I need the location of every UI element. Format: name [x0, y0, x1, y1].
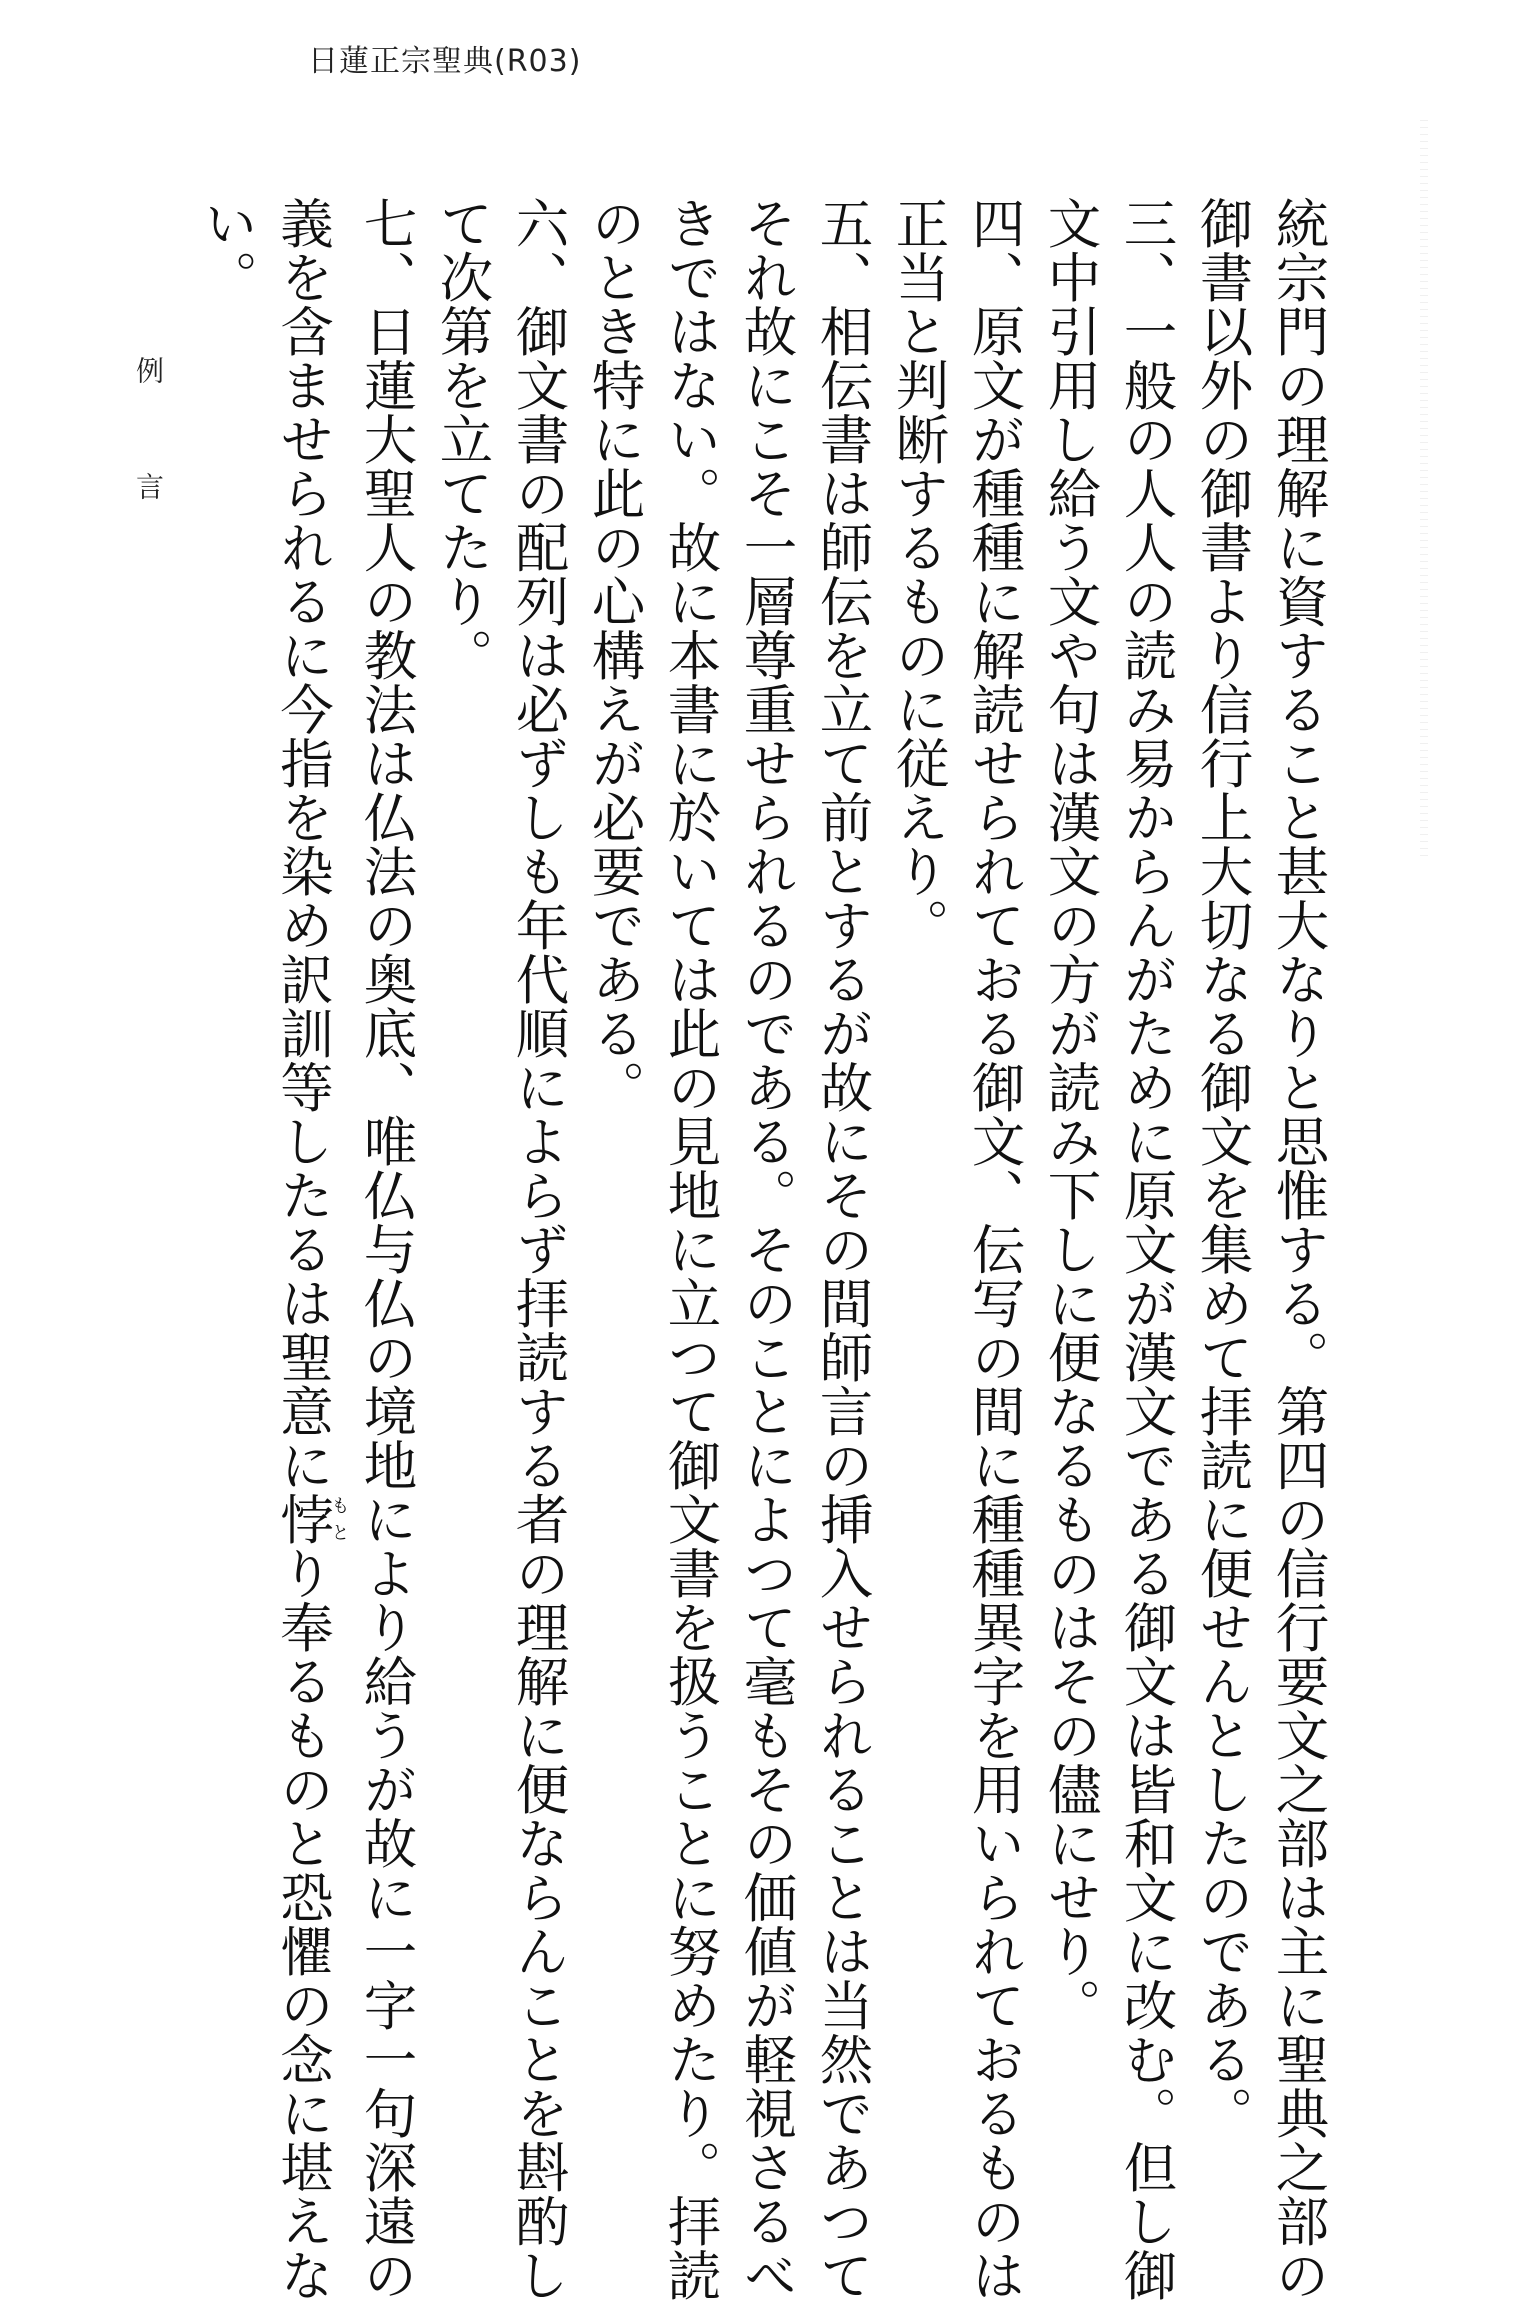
scan-speckle: [1420, 120, 1428, 860]
text-line: 四、原文が種種に解読せられておる御文、伝写の間に種種異字を用いられておるものは: [963, 196, 1026, 2302]
text-line: 六、御文書の配列は必ずしも年代順によらず拝読する者の理解に便ならんことを斟酌し: [507, 196, 570, 2302]
text-line: 七、日蓮大聖人の教法は仏法の奥底、唯仏与仏の境地により給うが故に一字一句深遠の: [355, 196, 418, 2302]
text-line: 三、一般の人人の読み易からんがために原文が漢文である御文は皆和文に改む。但し御: [1115, 196, 1178, 2302]
text-line: て次第を立てたり。: [431, 196, 494, 682]
text-line: い。: [195, 196, 259, 304]
ruby-base: 悖: [271, 1492, 335, 1546]
text-segment: り奉るものと恐懼の念に堪えな: [271, 1546, 335, 2302]
text-line: 御書以外の御書より信行上大切なる御文を集めて拝読に便せんとしたのである。: [1191, 196, 1254, 2140]
text-line: 五、相伝書は師伝を立て前とするが故にその間師言の挿入せられることは当然であつて: [811, 196, 874, 2302]
ruby-word: [271, 1492, 350, 1546]
page-header-title: 日蓮正宗聖典(R03): [308, 44, 582, 79]
text-line: のとき特に此の心構えが必要である。: [583, 196, 646, 1114]
text-line: それ故にこそ一層尊重せられるのである。そのことによつて毫もその価値が軽視さるべ: [735, 196, 798, 2302]
text-segment: 義を含ませられるに今指を染め訳訓等したるは聖意に: [271, 196, 335, 1492]
text-line: 統宗門の理解に資すること甚大なりと思惟する。第四の信行要文之部は主に聖典之部の: [1267, 196, 1330, 2302]
text-line: きではない。故に本書に於いては此の見地に立つて御文書を扱うことに努めたり。拝読: [659, 196, 722, 2302]
body-text: [189, 196, 1337, 2302]
text-line-with-ruby: [265, 196, 350, 2302]
text-line: 正当と判断するものに従えり。: [887, 196, 950, 952]
section-title-side: 例言: [132, 356, 165, 588]
ruby-reading: もと: [328, 1492, 350, 1546]
text-line: 文中引用し給う文や句は漢文の方が読み下しに便なるものはその儘にせり。: [1039, 196, 1102, 2032]
